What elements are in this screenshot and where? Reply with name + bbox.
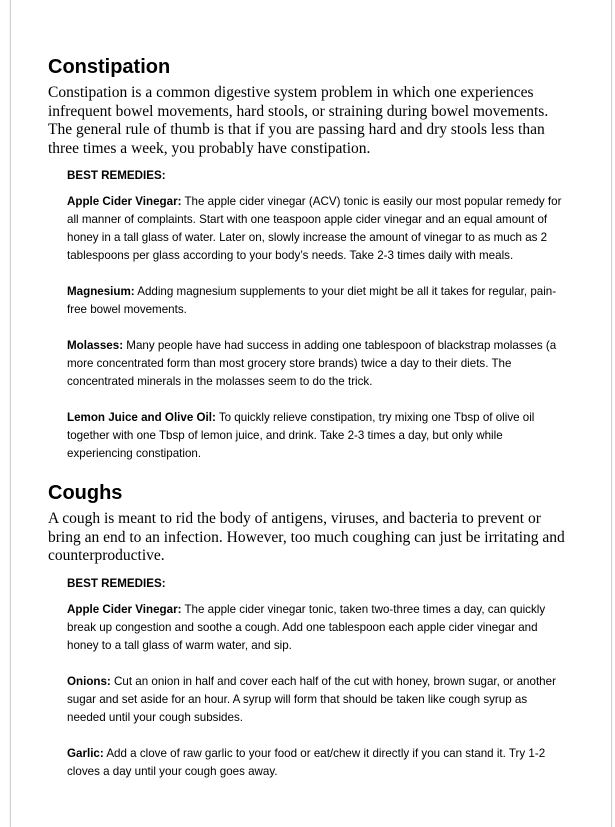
section-coughs — [48, 481, 568, 781]
remedy-name: Magnesium: — [67, 285, 135, 298]
remedy-name: Apple Cider Vinegar: — [67, 195, 182, 208]
remedies-heading: BEST REMEDIES: — [67, 576, 166, 590]
remedy-name: Lemon Juice and Olive Oil: — [67, 411, 216, 424]
remedies-heading: BEST REMEDIES: — [67, 169, 166, 182]
remedy-text: The apple cider vinegar (ACV) tonic is easily our most popular remedy for all manner of complaints. Start with one teaspoon apple cider vinegar and an equal amount of honey in a tall glass of water. Later on, slowly increase the amount of vinegar to as much as 2 tablespoons per glass according to your body’s needs. Take 2-3 times daily with meals. — [67, 195, 562, 262]
remedy-name: Garlic: — [67, 746, 104, 760]
remedy-text: Many people have had success in adding one tablespoon of blackstrap molasses (a more concentrated form than most grocery store brands) twice a day to their diets. The concentrated minerals in the molasses seem to do the trick. — [67, 339, 557, 388]
section-title: Coughs — [48, 482, 123, 504]
remedy-apple-cider-vinegar — [67, 601, 568, 655]
remedy-onions — [67, 673, 568, 727]
remedies-block — [67, 575, 568, 781]
remedy-name: Molasses: — [67, 339, 124, 352]
document-page — [10, 0, 612, 827]
remedy-garlic — [67, 745, 568, 781]
remedy-text: The apple cider vinegar tonic, taken two-three times a day, can quickly break up congestion and soothe a cough. Add one tablespoon each apple cider vinegar and honey to a tall glass of warm water, and sip. — [67, 602, 546, 652]
remedy-name: Onions: — [67, 674, 111, 688]
remedy-lemon-juice-olive-oil — [67, 409, 568, 463]
section-intro: A cough is meant to rid the body of antigens, viruses, and bacteria to prevent or bring an end to an infection. However, too much coughing can just be irritating and counterproductive. — [48, 510, 565, 564]
section-title: Constipation — [48, 56, 171, 78]
section-intro: Constipation is a common digestive system problem in which one experiences infrequent bowel movements, hard stools, or straining during bowel movements. The general rule of thumb is that if you are passing hard and dry stools less than three times a week, you probably have constipation. — [48, 84, 549, 157]
remedy-text: Cut an onion in half and cover each half of the cut with honey, brown sugar, or another sugar and set aside for an hour. A syrup will form that should be taken like cough syrup as needed until your cough subsides. — [67, 674, 556, 724]
section-constipation — [48, 55, 568, 463]
remedy-molasses — [67, 337, 568, 391]
remedy-text: Adding magnesium supplements to your diet might be all it takes for regular, pain-free bowel movements. — [67, 285, 557, 316]
remedy-apple-cider-vinegar — [67, 193, 568, 265]
document-content — [48, 55, 568, 799]
remedy-text: Add a clove of raw garlic to your food or eat/chew it directly if you can stand it. Try 1-2 cloves a day until your cough goes away. — [67, 746, 546, 778]
remedies-block — [67, 167, 568, 463]
remedy-name: Apple Cider Vinegar: — [67, 602, 182, 616]
remedy-text: To quickly relieve constipation, try mixing one Tbsp of olive oil together with one Tbsp of lemon juice, and drink. Take 2-3 times a day, but only while experiencing constipation. — [67, 411, 535, 460]
remedy-magnesium — [67, 283, 568, 319]
